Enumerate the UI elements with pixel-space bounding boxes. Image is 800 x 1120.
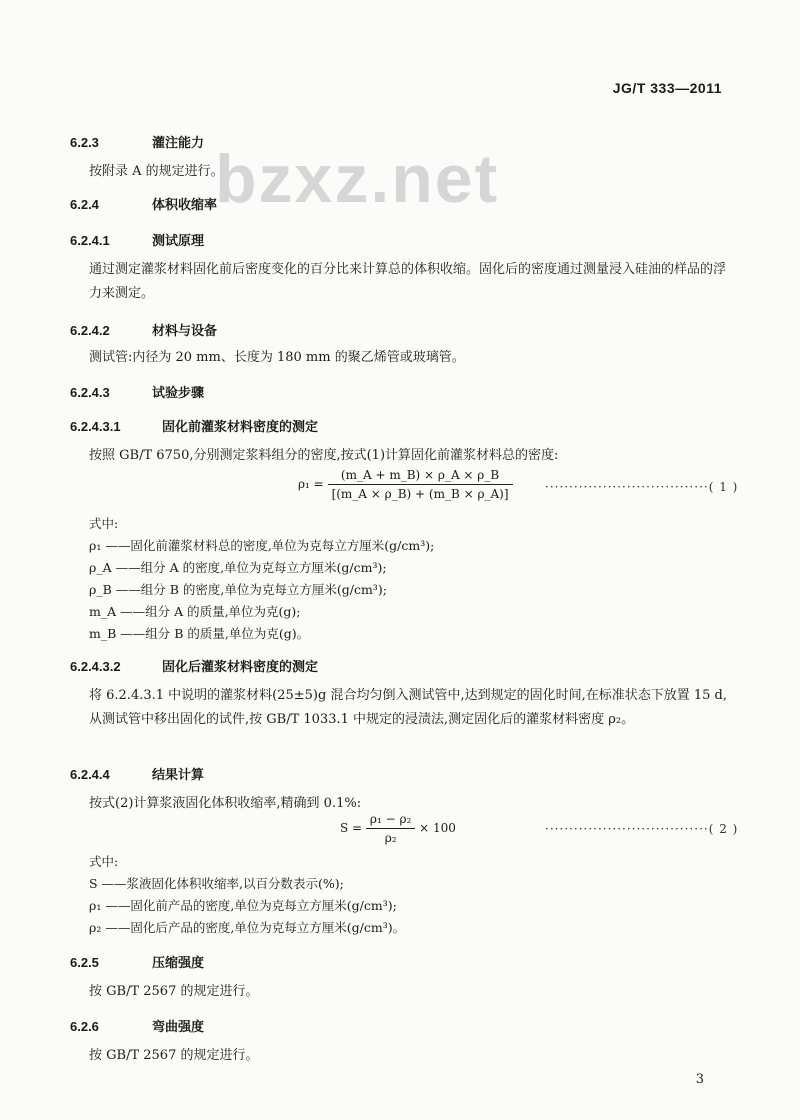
section-heading-6-2-4-3-1 xyxy=(70,416,318,435)
section-title: 弯曲强度 xyxy=(152,1020,205,1035)
formula-tail: × 100 xyxy=(419,821,456,835)
section-heading-6-2-4-4 xyxy=(70,764,204,783)
section-title: 测试原理 xyxy=(152,234,205,249)
where-label: 式中: xyxy=(89,854,119,869)
section-title: 压缩强度 xyxy=(152,956,205,971)
section-heading-6-2-6 xyxy=(70,1016,204,1035)
section-body: 按照 GB/T 6750,分别测定浆料组分的密度,按式(1)计算固化前灌浆材料总的密度: xyxy=(89,448,559,463)
section-number: 6.2.4.3.2 xyxy=(70,659,121,674)
watermark: bzxz.net xyxy=(215,141,500,217)
section-number: 6.2.4.3 xyxy=(70,385,110,400)
formula-1 xyxy=(298,468,513,501)
standard-code: JG/T 333—2011 xyxy=(612,80,722,96)
section-title: 材料与设备 xyxy=(152,324,218,339)
definition-item: ρ₂ ——固化后产品的密度,单位为克每立方厘米(g/cm³)。 xyxy=(89,920,406,935)
section-heading-6-2-4 xyxy=(70,194,217,213)
section-heading-6-2-4-3 xyxy=(70,382,204,401)
definition-item: m_A ——组分 A 的质量,单位为克(g); xyxy=(89,604,301,619)
where-label: 式中: xyxy=(89,516,119,531)
formula-numerator: ρ₁ − ρ₂ xyxy=(366,812,415,829)
definition-item: ρ₁ ——固化前灌浆材料总的密度,单位为克每立方厘米(g/cm³); xyxy=(89,538,435,553)
formula-2 xyxy=(340,812,456,845)
leader-dots: ·································· xyxy=(545,822,709,836)
section-heading-6-2-5 xyxy=(70,952,204,971)
formula-lhs: S = xyxy=(340,821,363,835)
definition-item: S ——浆液固化体积收缩率,以百分数表示(%); xyxy=(89,876,344,891)
section-title: 体积收缩率 xyxy=(152,198,218,213)
section-body: 按式(2)计算浆液固化体积收缩率,精确到 0.1%: xyxy=(89,796,362,811)
section-number: 6.2.4.3.1 xyxy=(70,419,121,434)
section-number: 6.2.4.2 xyxy=(70,323,110,338)
section-body: 通过测定灌浆材料固化前后密度变化的百分比来计算总的体积收缩。固化后的密度通过测量浸入硅油的样品的浮力来测定。 xyxy=(89,262,727,301)
section-number: 6.2.6 xyxy=(70,1019,99,1034)
definition-item: ρ₁ ——固化前产品的密度,单位为克每立方厘米(g/cm³); xyxy=(89,898,397,913)
section-heading-6-2-3 xyxy=(70,132,204,151)
section-number: 6.2.4.1 xyxy=(70,233,110,248)
formula-denominator: [(m_A × ρ_B) + (m_B × ρ_A)] xyxy=(331,487,509,501)
section-body: 按 GB/T 2567 的规定进行。 xyxy=(89,1048,259,1063)
leader-dots: ·································· xyxy=(545,480,709,494)
section-title: 试验步骤 xyxy=(152,386,205,401)
section-body: 按 GB/T 2567 的规定进行。 xyxy=(89,984,259,999)
section-number: 6.2.4 xyxy=(70,197,99,212)
section-title: 固化后灌浆材料密度的测定 xyxy=(162,660,319,675)
section-number: 6.2.4.4 xyxy=(70,767,110,782)
formula-fraction xyxy=(328,468,513,501)
section-heading-6-2-4-1 xyxy=(70,230,204,249)
section-title: 固化前灌浆材料密度的测定 xyxy=(162,420,319,435)
page-number: 3 xyxy=(695,1072,704,1087)
section-title: 灌注能力 xyxy=(152,136,205,151)
section-number: 6.2.3 xyxy=(70,135,99,150)
section-heading-6-2-4-3-2 xyxy=(70,656,318,675)
definition-item: ρ_A ——组分 A 的密度,单位为克每立方厘米(g/cm³); xyxy=(89,560,387,575)
section-number: 6.2.5 xyxy=(70,955,99,970)
definition-item: ρ_B ——组分 B 的密度,单位为克每立方厘米(g/cm³); xyxy=(89,582,387,597)
formula-lhs: ρ₁ = xyxy=(298,477,324,491)
equation-label: ( 2 ) xyxy=(708,822,739,836)
definition-item: m_B ——组分 B 的质量,单位为克(g)。 xyxy=(89,626,310,641)
section-body: 按附录 A 的规定进行。 xyxy=(89,164,224,179)
section-body: 将 6.2.4.3.1 中说明的灌浆材料(25±5)g 混合均匀倒入测试管中,达到规定的固化时间,在标准状态下放置 15 d,从测试管中移出固化的试件,按 GB/T 1033.1 中规定的浸渍法,测定固化后的灌浆材料密度 ρ₂。 xyxy=(89,688,727,727)
section-body: 测试管:内径为 20 mm、长度为 180 mm 的聚乙烯管或玻璃管。 xyxy=(89,350,465,365)
formula-2-leader xyxy=(545,822,738,836)
formula-fraction xyxy=(366,812,415,845)
formula-numerator: (m_A + m_B) × ρ_A × ρ_B xyxy=(328,468,513,485)
equation-label: ( 1 ) xyxy=(708,480,739,494)
section-title: 结果计算 xyxy=(152,768,205,783)
formula-1-leader xyxy=(545,480,738,494)
formula-denominator: ρ₂ xyxy=(384,831,397,845)
section-heading-6-2-4-2 xyxy=(70,320,217,339)
